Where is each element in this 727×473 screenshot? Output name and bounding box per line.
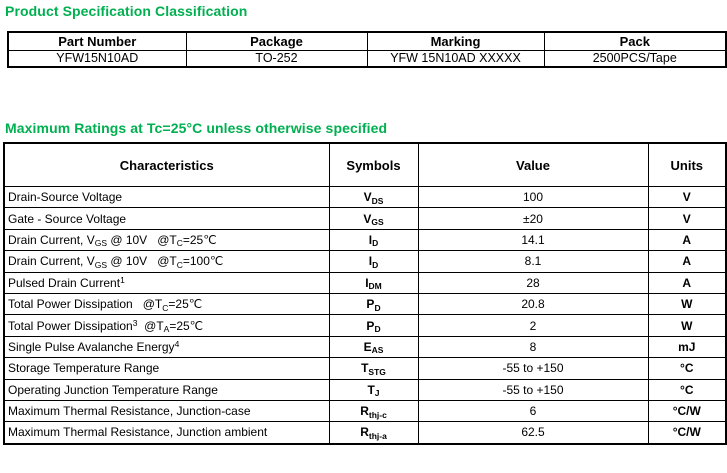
col-header-package: Package [186, 32, 367, 50]
characteristic-cell: Storage Temperature Range [4, 358, 329, 379]
characteristic-cell: Total Power Dissipation$^3$ $@T_A=25℃$ [4, 315, 329, 336]
characteristic-cell: Single Pulse Avalanche Energy$^4$ [4, 336, 329, 357]
characteristic-cell: Maximum Thermal Resistance, Junction ambient [4, 422, 329, 444]
col-header-characteristics: Characteristics [4, 143, 329, 187]
value-cell: 20.8 [418, 293, 648, 314]
symbol-cell: $V_{DS}$ [329, 187, 418, 208]
unit-cell: °C/W [648, 400, 726, 421]
characteristic-cell: Drain Current, $V_{GS}$ @ 10V $@T_C=25℃$ [4, 229, 329, 250]
table-header-row [8, 32, 726, 50]
col-header-symbols: Symbols [329, 143, 418, 187]
section2-title: Maximum Ratings at Tc=25°C unless otherwise specified [5, 120, 388, 136]
value-cell: -55 to +150 [418, 379, 648, 400]
maximum-ratings-table [3, 142, 727, 445]
table-row [4, 315, 726, 336]
col-header-units: Units [648, 143, 726, 187]
product-classification-table [7, 31, 727, 68]
unit-cell: V [648, 187, 726, 208]
unit-cell: W [648, 293, 726, 314]
table-cell: YFW 15N10AD XXXXX [367, 50, 544, 67]
unit-cell: W [648, 315, 726, 336]
value-cell: ±20 [418, 208, 648, 229]
value-cell: -55 to +150 [418, 358, 648, 379]
table-row [4, 208, 726, 229]
unit-cell: °C [648, 379, 726, 400]
unit-cell: V [648, 208, 726, 229]
characteristic-cell: Pulsed Drain Current$^1$ [4, 272, 329, 293]
symbol-cell: $V_{GS}$ [329, 208, 418, 229]
symbol-cell: $T_{STG}$ [329, 358, 418, 379]
symbol-cell: $P_D$ [329, 293, 418, 314]
table-row [4, 336, 726, 357]
characteristic-cell: Maximum Thermal Resistance, Junction-case [4, 400, 329, 421]
table-cell: TO-252 [186, 50, 367, 67]
unit-cell: mJ [648, 336, 726, 357]
characteristic-cell: Total Power Dissipation $@T_C=25℃$ [4, 293, 329, 314]
symbol-cell: $I_D$ [329, 229, 418, 250]
col-header-part-number: Part Number [8, 32, 186, 50]
value-cell: 6 [418, 400, 648, 421]
table-row [4, 293, 726, 314]
symbol-cell: $I_{DM}$ [329, 272, 418, 293]
unit-cell: A [648, 251, 726, 272]
table-header-row [4, 143, 726, 187]
unit-cell: A [648, 229, 726, 250]
value-cell: 14.1 [418, 229, 648, 250]
section1-title: Product Specification Classification [5, 3, 248, 19]
value-cell: 100 [418, 187, 648, 208]
table-row [4, 187, 726, 208]
value-cell: 62.5 [418, 422, 648, 444]
col-header-pack: Pack [544, 32, 726, 50]
characteristic-cell: Gate - Source Voltage [4, 208, 329, 229]
value-cell: 28 [418, 272, 648, 293]
characteristic-cell: Drain-Source Voltage [4, 187, 329, 208]
table-row [8, 50, 726, 67]
table-cell: YFW15N10AD [8, 50, 186, 67]
unit-cell: A [648, 272, 726, 293]
table-row [4, 229, 726, 250]
table-row [4, 379, 726, 400]
table-row [4, 400, 726, 421]
symbol-cell: $T_J$ [329, 379, 418, 400]
value-cell: 8 [418, 336, 648, 357]
table-row [4, 358, 726, 379]
value-cell: 8.1 [418, 251, 648, 272]
characteristic-cell: Operating Junction Temperature Range [4, 379, 329, 400]
symbol-cell: $P_D$ [329, 315, 418, 336]
table-row [4, 422, 726, 444]
unit-cell: °C [648, 358, 726, 379]
unit-cell: °C/W [648, 422, 726, 444]
col-header-marking: Marking [367, 32, 544, 50]
symbol-cell: $E_{AS}$ [329, 336, 418, 357]
symbol-cell: $I_D$ [329, 251, 418, 272]
symbol-cell: $R_{thj-a}$ [329, 422, 418, 444]
col-header-value: Value [418, 143, 648, 187]
characteristic-cell: Drain Current, $V_{GS}$ @ 10V $@T_C=100℃$ [4, 251, 329, 272]
table-row [4, 251, 726, 272]
value-cell: 2 [418, 315, 648, 336]
table-cell: 2500PCS/Tape [544, 50, 726, 67]
table-row [4, 272, 726, 293]
symbol-cell: $R_{thj-c}$ [329, 400, 418, 421]
